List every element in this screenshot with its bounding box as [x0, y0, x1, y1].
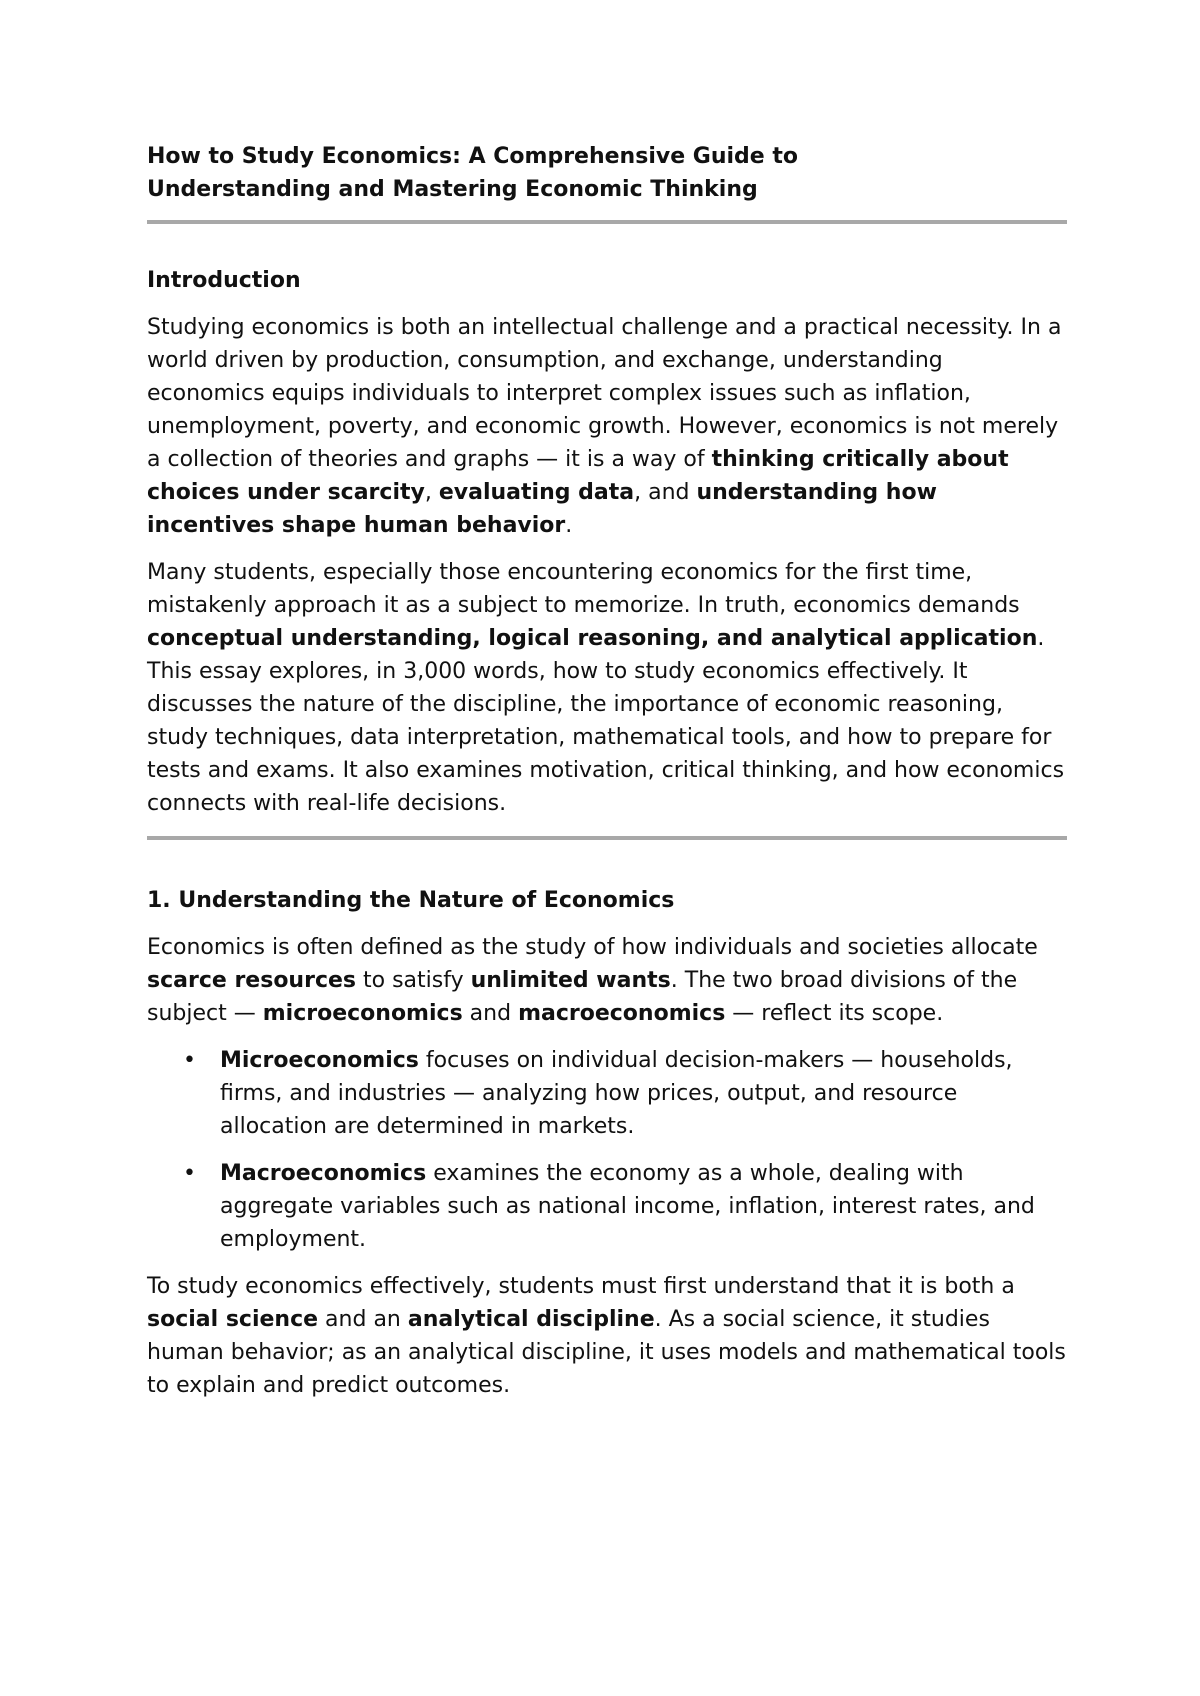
text-run: to satisfy: [356, 968, 471, 993]
text-run: Many students, especially those encountering economics for the first time, mistakenly approach it as a subject to memorize. In truth, economics demands: [147, 560, 1020, 618]
text-run: . As a social science, it studies human behavior; as an analytical discipline, it uses models and mathematical tools to explain and predict outcomes.: [147, 1307, 1066, 1398]
title-line-1: How to Study Economics: A Comprehensive Guide to: [147, 144, 798, 169]
text-run: Studying economics is both an intellectual challenge and a practical necessity. In a world driven by production, consumption, and exchange, understanding economics equips individuals to interpret complex issues such as inflation, unemployment, poverty, and economic growth. However, economics is not merely a collection of theories and graphs — it is a way of: [147, 315, 1062, 472]
text-run: ,: [424, 480, 439, 505]
document-page: [147, 140, 1067, 1402]
text-run: .: [565, 513, 573, 538]
bold-run: thinking critically about choices under scarcity: [147, 447, 1009, 505]
bold-run: social science: [147, 1307, 319, 1332]
list-item: [147, 1157, 1067, 1256]
text-run: and an: [318, 1307, 408, 1332]
bullet-marker: •: [183, 1048, 196, 1073]
bullet-term: Microeconomics: [220, 1048, 419, 1073]
section-1-paragraph-2: [147, 1270, 1067, 1402]
title-line-2: Understanding and Mastering Economic Thinking: [147, 177, 758, 202]
intro-heading: Introduction: [147, 268, 301, 293]
bullet-text: examines the economy as a whole, dealing with aggregate variables such as national income, inflation, interest rates, and employment.: [220, 1161, 1035, 1252]
text-run: . This essay explores, in 3,000 words, how to study economics effectively. It discusses the nature of the discipline, the importance of economic reasoning, study techniques, data interpretation, mathematical tools, and how to prepare for tests and exams. It also examines motivation, critical thinking, and how economics connects with real-life decisions.: [147, 626, 1065, 816]
bold-run: understanding how incentives shape human behavior: [147, 480, 937, 538]
title-divider: [147, 220, 1067, 224]
bold-run: evaluating data: [438, 480, 635, 505]
text-run: — reflect its scope.: [725, 1001, 944, 1026]
bold-run: conceptual understanding, logical reasoning, and analytical application: [147, 626, 1038, 651]
document-title: [147, 140, 1067, 206]
text-run: To study economics effectively, students must first understand that it is both a: [147, 1274, 1015, 1299]
text-run: and: [462, 1001, 519, 1026]
list-item: [147, 1044, 1067, 1143]
bullet-text: focuses on individual decision-makers — households, firms, and industries — analyzing how prices, output, and resource allocation are determined in markets.: [220, 1048, 1013, 1139]
bold-run: analytical discipline: [407, 1307, 655, 1332]
bullet-marker: •: [183, 1161, 196, 1186]
bold-run: unlimited wants: [470, 968, 671, 993]
bold-run: scarce resources: [147, 968, 356, 993]
intro-paragraph-1: [147, 311, 1067, 542]
text-run: , and: [634, 480, 697, 505]
section-1-heading: 1. Understanding the Nature of Economics: [147, 888, 675, 913]
intro-paragraph-2: [147, 556, 1067, 820]
text-run: Economics is often defined as the study of how individuals and societies allocate: [147, 935, 1038, 960]
bold-run: microeconomics: [262, 1001, 463, 1026]
section-divider: [147, 836, 1067, 840]
text-run: . The two broad divisions of the subject —: [147, 968, 1018, 1026]
bold-run: macroeconomics: [518, 1001, 726, 1026]
bullet-list: [147, 1044, 1067, 1256]
section-1-paragraph-1: [147, 931, 1067, 1030]
bullet-term: Macroeconomics: [220, 1161, 427, 1186]
